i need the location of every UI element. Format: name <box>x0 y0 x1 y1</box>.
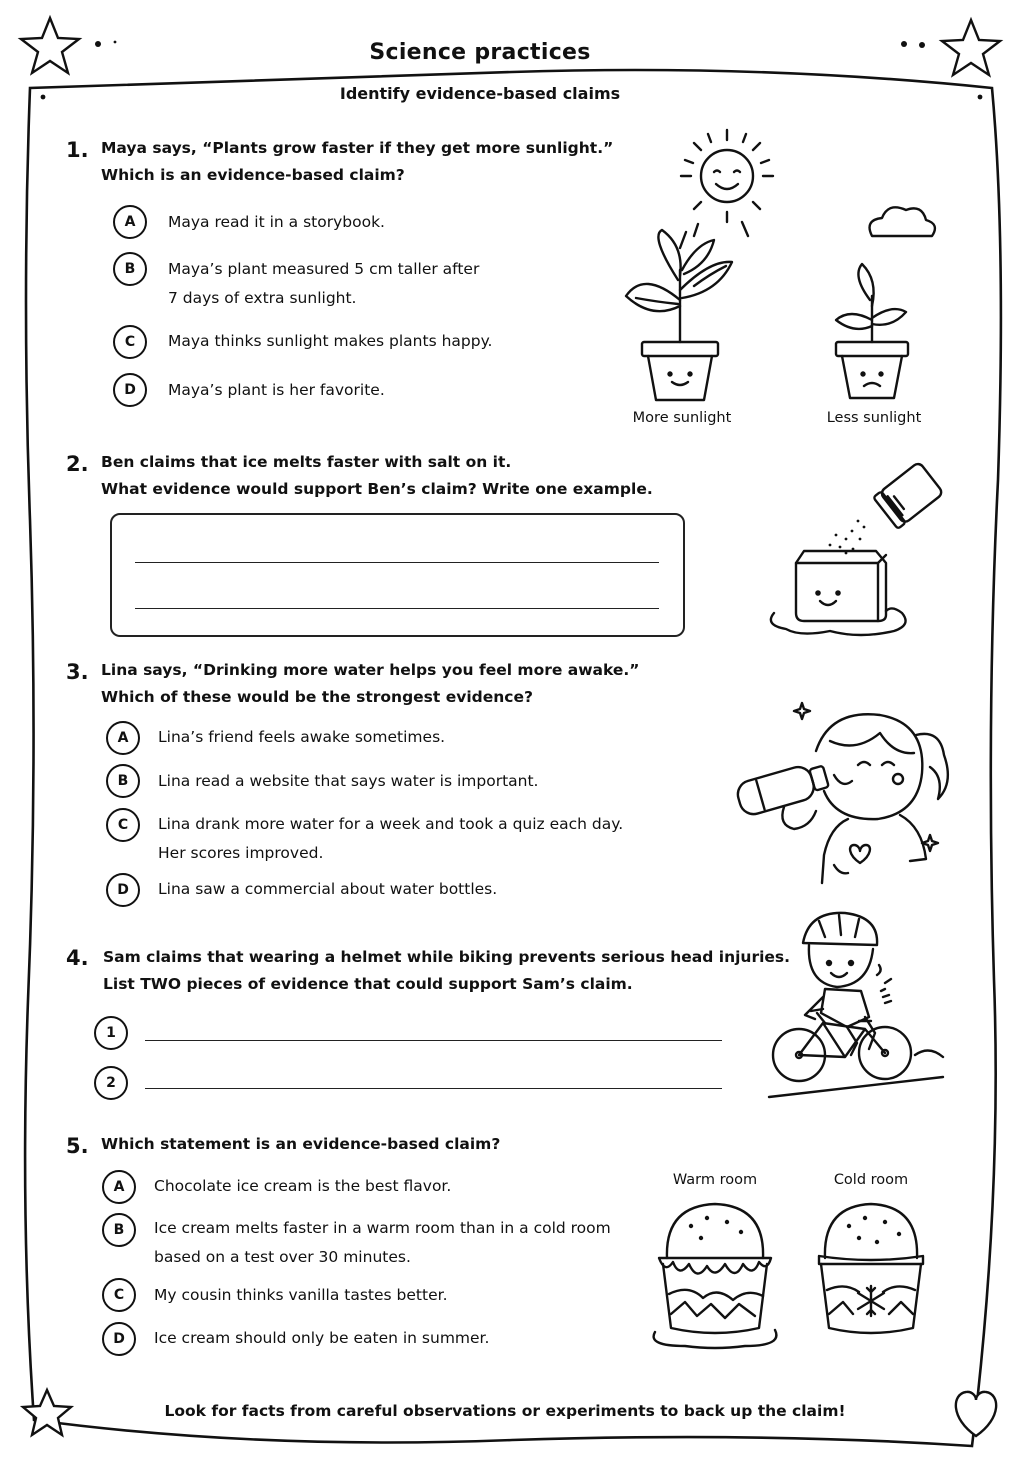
question-4-line-1: Sam claims that wearing a helmet while biking prevents serious head injuries. <box>103 948 791 966</box>
sun-icon <box>680 130 773 248</box>
q3-option-b-bubble[interactable]: B <box>106 764 140 798</box>
question-3-line-1: Lina says, “Drinking more water helps you feel more awake.” <box>101 661 640 679</box>
question-3-prompt <box>101 657 640 711</box>
q1-option-b-line-2: 7 days of extra sunlight. <box>168 289 357 307</box>
question-5-line-1: Which statement is an evidence-based claim? <box>101 1135 501 1153</box>
question-1-line-2: Which is an evidence-based claim? <box>101 166 405 184</box>
question-4-prompt <box>103 944 790 998</box>
q1-option-d-text: Maya’s plant is her favorite. <box>168 381 385 399</box>
q1-option-d-bubble[interactable]: D <box>113 373 147 407</box>
caption-less-sunlight: Less sunlight <box>826 410 922 426</box>
q5-option-b-line-2: based on a test over 30 minutes. <box>154 1248 411 1266</box>
q5-option-b-line-1: Ice cream melts faster in a warm room than in a cold room <box>154 1219 611 1237</box>
salt-shaker-ice-illustration <box>760 455 960 645</box>
q1-option-b-line-1: Maya’s plant measured 5 cm taller after <box>168 260 480 278</box>
cloud-icon <box>870 207 935 236</box>
q5-option-b-text <box>154 1214 611 1272</box>
q2-answer-line-1[interactable] <box>135 562 659 563</box>
caption-cold-room: Cold room <box>833 1172 909 1188</box>
page-title: Science practices <box>369 40 591 65</box>
question-2-line-1: Ben claims that ice melts faster with salt on it. <box>101 453 512 471</box>
q3-option-c-bubble[interactable]: C <box>106 808 140 842</box>
question-1-prompt <box>101 135 613 189</box>
q5-option-d-bubble[interactable]: D <box>102 1322 136 1356</box>
q1-option-c-text: Maya thinks sunlight makes plants happy. <box>168 332 493 350</box>
q1-option-a-text: Maya read it in a storybook. <box>168 213 385 231</box>
question-1-number: 1. <box>66 138 89 162</box>
q4-blank-1-bubble: 1 <box>94 1016 128 1050</box>
q5-option-c-text: My cousin thinks vanilla tastes better. <box>154 1286 448 1304</box>
salt-shaker-icon <box>873 462 943 529</box>
question-4-line-2: List TWO pieces of evidence that could support Sam’s claim. <box>103 975 633 993</box>
question-5-number: 5. <box>66 1134 89 1158</box>
question-1-line-1: Maya says, “Plants grow faster if they get more sunlight.” <box>101 139 614 157</box>
ice-cream-cups-illustration <box>645 1198 945 1358</box>
q3-option-c-line-2: Her scores improved. <box>158 844 324 862</box>
sparkle-icon <box>794 703 810 719</box>
snowflake-icon <box>858 1286 884 1316</box>
q2-answer-box[interactable] <box>110 513 685 637</box>
q3-option-d-text: Lina saw a commercial about water bottles. <box>158 880 498 898</box>
q1-option-a-bubble[interactable]: A <box>113 205 147 239</box>
q5-option-a-bubble[interactable]: A <box>102 1170 136 1204</box>
plant-more-sunlight-icon <box>626 230 732 400</box>
q5-option-a-text: Chocolate ice cream is the best flavor. <box>154 1177 452 1195</box>
helmet-icon <box>803 913 877 945</box>
q4-answer-line-1[interactable] <box>145 1040 722 1041</box>
q3-option-d-bubble[interactable]: D <box>106 873 140 907</box>
q5-option-c-bubble[interactable]: C <box>102 1278 136 1312</box>
q3-option-b-text: Lina read a website that says water is important. <box>158 772 539 790</box>
question-3-number: 3. <box>66 660 89 684</box>
boy-biking-illustration <box>765 905 950 1100</box>
question-4-number: 4. <box>66 946 89 970</box>
q2-answer-line-2[interactable] <box>135 608 659 609</box>
question-2-prompt <box>101 449 653 503</box>
plant-less-sunlight-icon <box>836 264 908 398</box>
q3-option-c-line-1: Lina drank more water for a week and took a quiz each day. <box>158 815 624 833</box>
girl-icon <box>816 714 948 883</box>
q3-option-a-bubble[interactable]: A <box>106 721 140 755</box>
q1-option-c-bubble[interactable]: C <box>113 325 147 359</box>
q3-option-c-text <box>158 810 623 868</box>
question-2-line-2: What evidence would support Ben’s claim? Write one example. <box>101 480 653 498</box>
caption-warm-room: Warm room <box>672 1172 758 1188</box>
caption-more-sunlight: More sunlight <box>632 410 732 426</box>
sun-and-plants-illustration <box>610 120 950 410</box>
q1-option-b-bubble[interactable]: B <box>113 252 147 286</box>
girl-drinking-water-illustration <box>730 695 960 885</box>
q5-option-d-text: Ice cream should only be eaten in summer. <box>154 1329 490 1347</box>
question-5-prompt <box>101 1131 500 1158</box>
ice-cube-icon <box>771 551 906 635</box>
q4-blank-2-bubble: 2 <box>94 1066 128 1100</box>
heart-icon <box>850 845 870 863</box>
q4-answer-line-2[interactable] <box>145 1088 722 1089</box>
page-subtitle: Identify evidence-based claims <box>339 84 621 103</box>
footer-tip: Look for facts from careful observations or experiments to back up the claim! <box>164 1402 846 1420</box>
bicycle-icon <box>773 1009 911 1081</box>
question-3-line-2: Which of these would be the strongest evidence? <box>101 688 533 706</box>
frozen-ice-cream-icon <box>819 1204 923 1333</box>
salt-grains <box>829 520 866 555</box>
question-2-number: 2. <box>66 452 89 476</box>
q1-option-b-text <box>168 255 479 313</box>
q3-option-a-text: Lina’s friend feels awake sometimes. <box>158 728 446 746</box>
q5-option-b-bubble[interactable]: B <box>102 1213 136 1247</box>
melting-ice-cream-icon <box>654 1204 777 1348</box>
